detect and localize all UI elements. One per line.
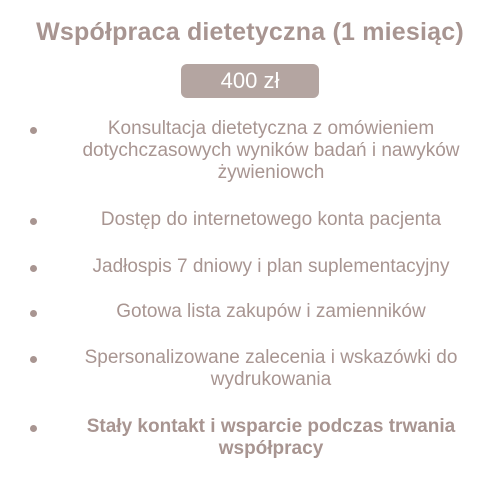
feature-text: Stały kontakt i wsparcie podczas trwania współpracy: [86, 416, 456, 459]
feature-text: Konsultacja dietetyczna z omówieniem dotychczasowych wyników badań i nawyków żywieniowch: [82, 118, 460, 183]
bullet-icon: [30, 425, 37, 432]
bullet-icon: [30, 356, 37, 363]
feature-text: Gotowa lista zakupów i zamienników: [116, 301, 426, 322]
offer-title: Współpraca dietetyczna (1 miesiąc): [36, 18, 464, 46]
feature-text: Dostęp do internetowego konta pacjenta: [100, 209, 442, 230]
bullet-icon: [30, 310, 37, 317]
feature-text: Jadłospis 7 dniowy i plan suplementacyjny: [92, 256, 450, 277]
feature-text: Spersonalizowane zalecenia i wskazówki do wydrukowania: [84, 347, 458, 390]
bullet-icon: [30, 218, 37, 225]
bullet-icon: [30, 265, 37, 272]
bullet-icon: [30, 127, 37, 134]
price-badge: 400 zł: [181, 64, 319, 98]
